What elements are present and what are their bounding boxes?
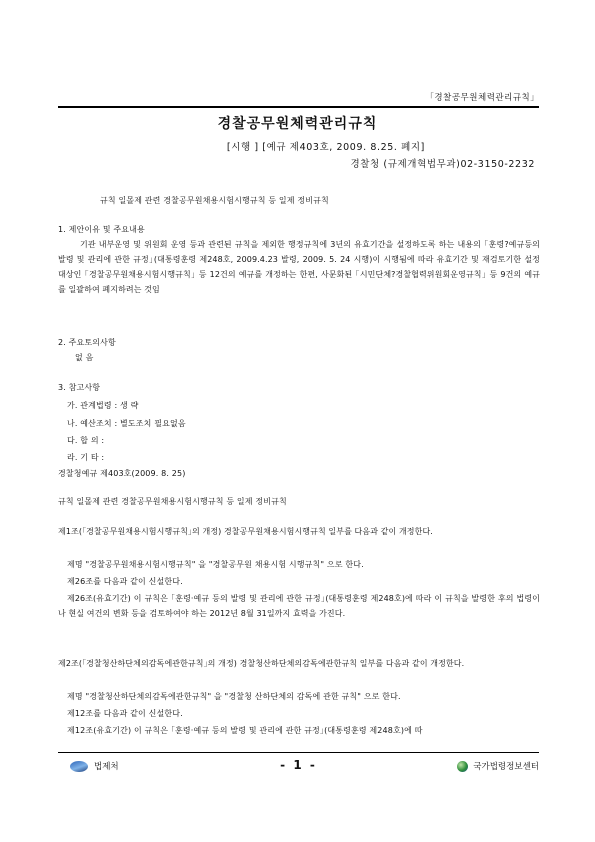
section-3-heading: 3. 참고사항 bbox=[58, 383, 101, 392]
reference-item-a: 가. 관계법령 : 생 략 bbox=[67, 401, 139, 410]
article-1-line-1: 제명 "경찰공무원채용시험시행규칙" 을 "경찰공무원 채용시험 시행규칙" 으로 한다. bbox=[67, 560, 364, 569]
footer-center-name: 국가법령정보센터 bbox=[473, 762, 539, 772]
page-number: - 1 - bbox=[280, 758, 317, 772]
article-1-paragraph: 제1조(｢경찰공무원채용시험시행규칙｣의 개정) 경찰공무원채용시험시행규칙 일부를 다음과 같이 개정한다. bbox=[58, 527, 433, 536]
document-tag: ｢경찰공무원체력관리규칙｣ bbox=[429, 93, 535, 103]
law-center-logo-icon bbox=[457, 761, 468, 772]
article-1-line-2: 제26조를 다음과 같이 신설한다. bbox=[67, 577, 183, 586]
section-2-value: 없 음 bbox=[75, 353, 94, 362]
reference-item-b: 나. 예산조치 : 별도조치 필요없음 bbox=[67, 419, 186, 428]
footer-agency: 법제처 bbox=[94, 762, 119, 772]
intro-line: 규칙 일몰제 관련 경찰공무원채용시험시행규칙 등 일제 정비규칙 bbox=[100, 196, 329, 205]
regulation-reference: 경찰청예규 제403호(2009. 8. 25) bbox=[58, 469, 186, 478]
article-2-paragraph: 제2조(｢경찰청산하단체의감독에관한규칙｣의 개정) 경찰청산하단체의감독에관한규칙 일부를 다음과 같이 개정한다. bbox=[58, 659, 465, 668]
bottom-divider bbox=[58, 752, 539, 753]
section-1-paragraph: 기관 내부운영 및 위원회 운영 등과 관련된 규칙을 제외한 행정규칙에 3년의 유효기간을 설정하도록 하는 내용의 ｢훈령?예규등의 발령 및 관리에 관한 규정｣(대통령훈령 제248호, 2009.4.23 발령, 2009. 5. 24 시행)이 시행됨에 따라 유효기간 및 재검토기한 설정 대상인 ｢경찰공무원채용시험시행규칙｣ 등 12건의 예규를 개정하는 한편, 사문화된 ｢시민단체?경찰협력위원회운영규칙｣ 등 9건의 예규를 일괄하여 폐지하려는 것임 bbox=[58, 240, 540, 294]
page-footer bbox=[58, 758, 539, 778]
page-title: 경찰공무원체력관리규칙 bbox=[217, 116, 378, 132]
reference-item-c: 다. 합 의 : bbox=[67, 436, 105, 445]
article-2-line-1: 제명 "경찰청산하단체의감독에관한규칙" 을 "경찰청 산하단체의 감독에 관한 규칙" 으로 한다. bbox=[67, 692, 401, 701]
article-1-line-3: 제26조(유효기간) 이 규칙은 ｢훈령·예규 등의 발령 및 관리에 관한 규정｣(대통령훈령 제248호)에 따라 이 규칙을 발령한 후의 법령이나 현실 여건의 변화 등을 검토하여야 하는 2012년 8월 31일까지 효력을 가진다. bbox=[58, 594, 540, 618]
rule-title: 규칙 일몰제 관련 경찰공무원채용시험시행규칙 등 일제 정비규칙 bbox=[58, 497, 287, 506]
reference-item-d: 라. 기 타 : bbox=[67, 453, 105, 462]
enforcement-info: [시행 ] [예규 제403호, 2009. 8.25. 폐지] bbox=[226, 142, 425, 153]
top-divider bbox=[58, 106, 539, 108]
section-2-heading: 2. 주요토의사항 bbox=[58, 338, 116, 347]
article-2-line-3: 제12조(유효기간) 이 규칙은 ｢훈령·예규 등의 발령 및 관리에 관한 규정｣(대통령훈령 제248호)에 따 bbox=[67, 726, 423, 735]
department-contact: 경찰청 (규제개혁법무과)02-3150-2232 bbox=[350, 159, 535, 170]
article-2-line-2: 제12조를 다음과 같이 신설한다. bbox=[67, 709, 183, 718]
section-1-heading: 1. 제안이유 및 주요내용 bbox=[58, 225, 145, 234]
footer-right bbox=[457, 760, 539, 772]
